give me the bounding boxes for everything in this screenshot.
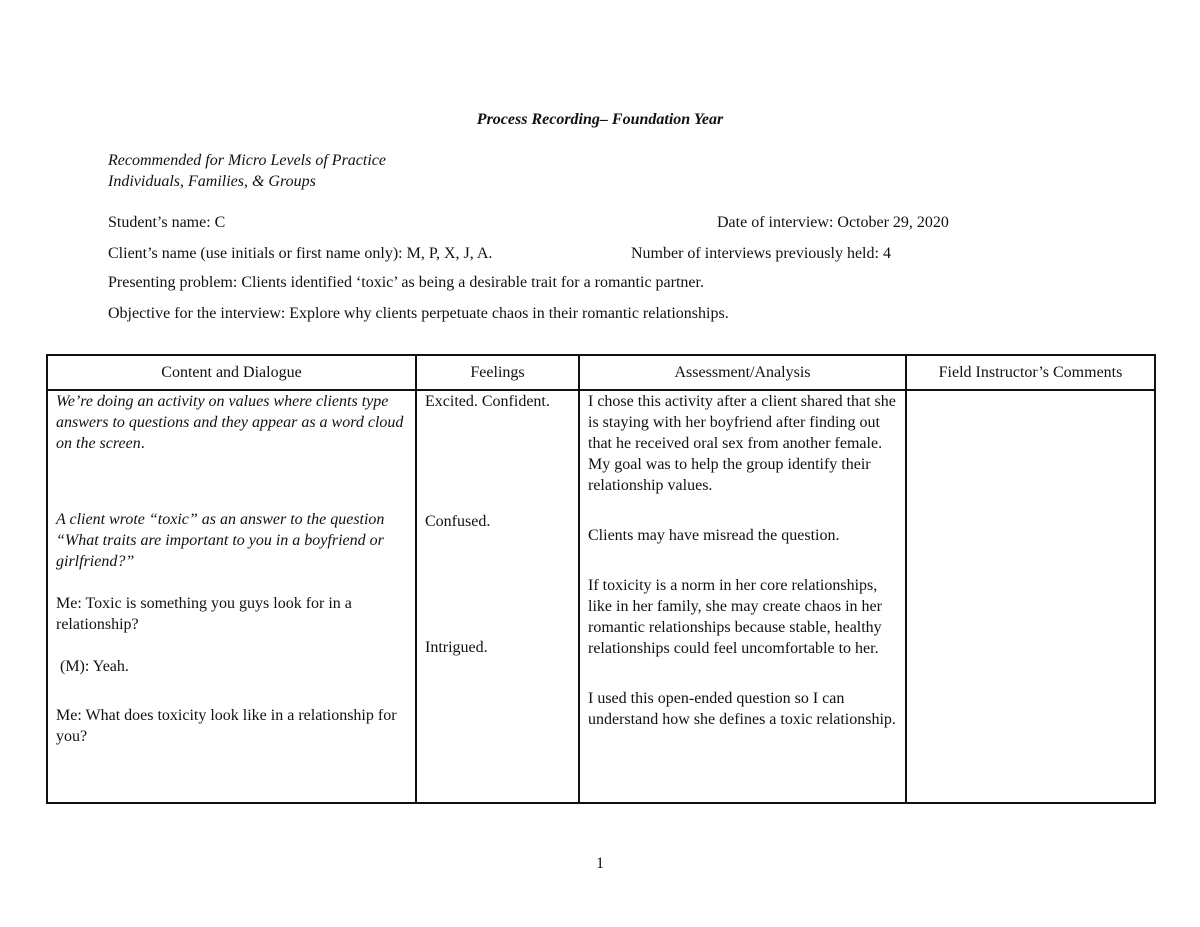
interview-date: Date of interview: October 29, 2020 — [717, 214, 949, 231]
header-content-dialogue: Content and Dialogue — [47, 355, 416, 390]
document-subtitle-practice-level: Recommended for Micro Levels of Practice — [108, 152, 386, 169]
previous-interviews: Number of interviews previously held: 4 — [631, 245, 891, 262]
table-row — [47, 390, 1155, 803]
client-name: Client’s name (use initials or first name only): M, P, X, J, A. — [108, 245, 493, 262]
content-paragraph: Me: What does toxicity look like in a relationship for you? — [56, 707, 397, 745]
content-paragraph: Me: Toxic is something you guys look for in a relationship? — [56, 595, 352, 633]
assessment-paragraph: I used this open-ended question so I can understand how she defines a toxic relationship. — [588, 690, 896, 728]
header-feelings: Feelings — [416, 355, 579, 390]
interview-objective: Objective for the interview: Explore why clients perpetuate chaos in their romantic relationships. — [108, 305, 729, 322]
feeling-entry: Confused. — [425, 513, 491, 530]
table-header-row — [47, 355, 1155, 390]
document-title: Process Recording– Foundation Year — [476, 111, 724, 128]
content-text: We’re doing an activity on values where clients type answers to questions and they appear as a word cloud on the screen — [56, 393, 404, 452]
assessment-paragraph: If toxicity is a norm in her core relationships, like in her family, she may create chaos in her romantic relationships because stable, healthy relationships could feel uncomfortable to her. — [588, 577, 882, 657]
feeling-entry: Intrigued. — [425, 639, 488, 656]
content-paragraph: A client wrote “toxic” as an answer to the question “What traits are important to you in a boyfriend or girlfriend?” — [56, 511, 385, 570]
content-paragraph: (M): Yeah. — [60, 658, 129, 675]
assessment-paragraph: I chose this activity after a client shared that she is staying with her boyfriend after finding out that he received oral sex from another female. My goal was to help the group identify their relationship values. — [588, 393, 896, 494]
presenting-problem: Presenting problem: Clients identified ‘toxic’ as being a desirable trait for a romantic partner. — [108, 274, 704, 291]
page-number: 1 — [596, 855, 604, 872]
student-name: Student’s name: C — [108, 214, 226, 231]
header-field-instructor-comments: Field Instructor’s Comments — [906, 355, 1155, 390]
field-instructor-comments-cell — [906, 390, 1155, 803]
content-dialogue-cell — [47, 390, 416, 803]
assessment-analysis-cell — [579, 390, 906, 803]
document-subtitle-audience: Individuals, Families, & Groups — [108, 173, 316, 190]
content-text-end: . — [140, 435, 145, 452]
content-paragraph — [56, 391, 407, 454]
process-recording-table — [46, 354, 1156, 804]
feeling-entry: Excited. Confident. — [425, 393, 550, 410]
header-assessment-analysis: Assessment/Analysis — [579, 355, 906, 390]
assessment-paragraph: Clients may have misread the question. — [588, 527, 840, 544]
feelings-cell — [416, 390, 579, 803]
